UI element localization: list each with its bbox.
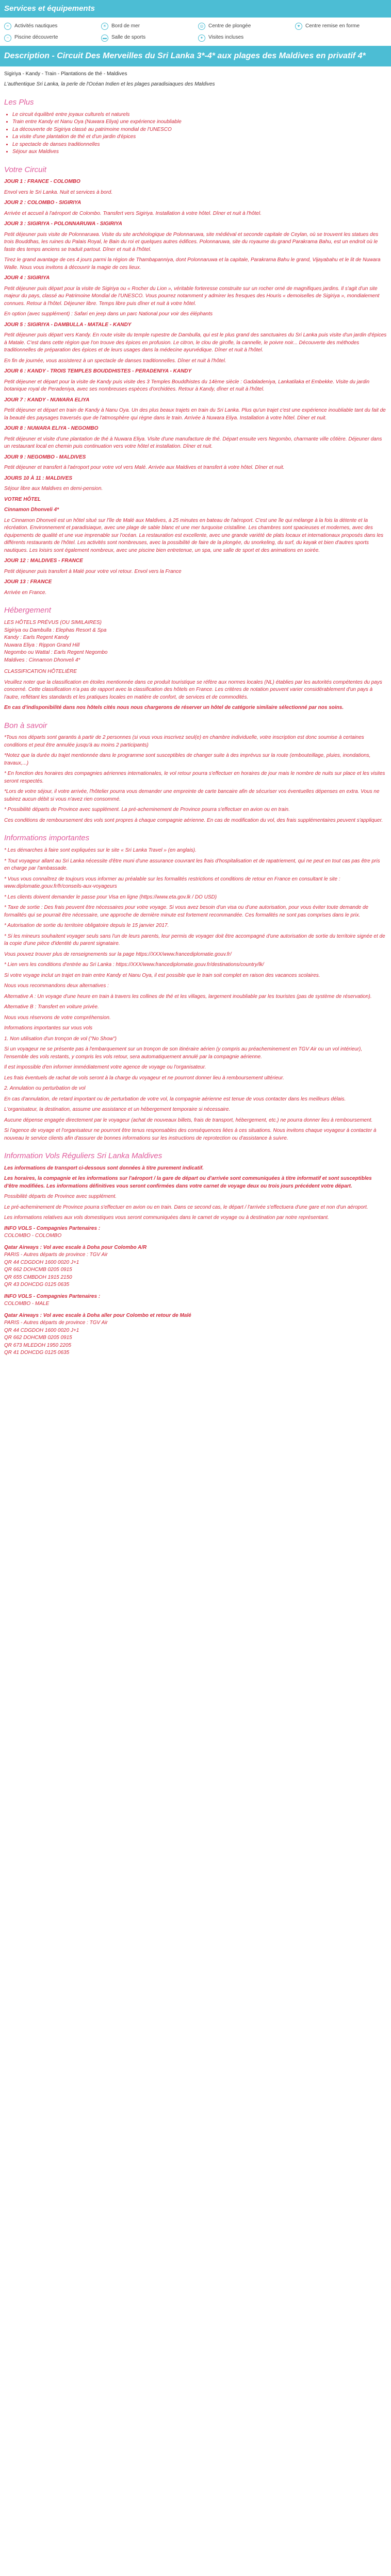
info-paragraph: * Vous vous connaîtrez de toujours vous informer au préalable sur les formalités restrictions et conditions de retour en France en consultant le site : www.diplomatie.gouv.fr/fr/conseils-aux-voyageurs	[4, 876, 340, 889]
info-paragraph: Aucune dépense engagée directement par le voyageur (achat de nouveaux billets, frais de transport, hébergement, etc.) ne pourra donner lieu à remboursement.	[4, 1117, 373, 1123]
service-item	[198, 23, 290, 30]
service-label: Centre de plongée	[208, 23, 251, 29]
day-text: Séjour libre aux Maldives en demi-pension.	[4, 486, 103, 492]
vols-paragraph: Les informations de transport ci-dessous sont données à titre purement indicatif.	[4, 1165, 204, 1171]
hotel-line: Sigiriya ou Dambulla : Elephas Resort & Spa	[4, 627, 107, 633]
day-text: Petit déjeuner et départ pour la visite de Kandy puis visite des 3 Temples Bouddhistes du 14ème siècle : Gadaladeniya, Lankatilaka et Embekke. Visite du jardin botanique royal de Peradeniya, avec ses nombreuses espèces d'orchidées. Retour à Kandy, dîner et nuit à l'hôtel.	[4, 379, 370, 393]
flight-line: QR 43 DOHCDG 0125 0635	[4, 1282, 70, 1288]
flight-line: QR 662 DOHCMB 0205 0915	[4, 1267, 72, 1273]
info-paragraph: Alternative A : Un voyage d'une heure en train à travers les collines de thé et les villages, largement inoubliable par les touristes (pas de système de réservation).	[4, 993, 372, 999]
plus-title: Les Plus	[4, 97, 34, 107]
day-heading: JOUR 13 : FRANCE	[4, 579, 52, 585]
info-paragraph: Si votre voyage inclut un trajet en train entre Kandy et Nanu Oya, il est possible que le train soit complet en raison des vacances scolaires.	[4, 972, 320, 978]
service-label: Salle de sports	[111, 35, 146, 41]
day-heading: JOUR 5 : SIGIRIYA - DAMBULLA - MATALE - KANDY	[4, 321, 132, 328]
hebergement-body	[4, 619, 387, 712]
hebergement-title: Hébergement	[4, 606, 51, 615]
vols-paragraph: Les horaires, la compagnie et les informations sur l'aéroport / la gare de départ ou d'arrivée sont communiquées à titre informatif et sont susceptibles d'être modifiées. Les informations définitives vous seront confirmées dans votre carnet de voyage deux ou trois jours précédent votre départ.	[4, 1176, 372, 1189]
day-heading: JOUR 2 : COLOMBO - SIGIRIYA	[4, 200, 82, 206]
flight-line: PARIS - Autres départs de province : TGV Air	[4, 1252, 108, 1258]
bon-savoir-body	[4, 734, 387, 824]
day-heading: Cinnamon Dhonveli 4*	[4, 507, 59, 513]
service-item	[198, 34, 290, 42]
circuit-title: Votre Circuit	[4, 165, 46, 174]
flight-line: QR 662 DOHCMB 0205 0915	[4, 1335, 72, 1341]
info-paragraph: Les frais éventuels de rachat de vols seront à la charge du voyageur et ne pourront donner lieu à remboursement ultérieur.	[4, 1075, 284, 1081]
info-paragraph: Il est impossible d'en informer immédiatement votre agence de voyage ou l'organisateur.	[4, 1064, 206, 1070]
info-paragraph: * Taxe de sortie : Des frais peuvent être nécessaires pour votre voyage. Si vous avez besoin d'un visa ou d'une autorisation, pour vous éviter toute demande de formalités qui se pourrait être nécessaire, une approche de dernière minute est fortement recommandée. Ces formalités ne sont pas comprises dans le prix.	[4, 905, 369, 918]
day-heading: JOUR 8 : NUWARA ELIYA - NEGOMBO	[4, 426, 99, 432]
description-title: Description - Circuit Des Merveilles du Sri Lanka 3*-4* aux plages des Maldives en privatif 4*	[4, 51, 366, 60]
service-item	[101, 34, 193, 42]
pool-icon: ~	[4, 35, 11, 42]
intro: L'authentique Sri Lanka, la perle de l'Océan Indien et les plages paradisiaques des Maldives	[4, 81, 215, 88]
flight-block	[4, 1312, 387, 1357]
classification-text: Veuillez noter que la classification en étoiles mentionnée dans ce produit touristique se réfère aux normes locales (NL) établies par les autorités compétentes du pays concerné. Cette classification n'a pas de rapport avec la classification des hôtels en France. Les critères de notation peuvent varier considérablement d'un pays à l'autre, reflétant les standards et les pratiques locales en matière de confort, de services et de commodités.	[4, 679, 382, 700]
infos-body	[4, 847, 387, 1142]
day-heading: JOUR 4 : SIGIRIYA	[4, 275, 50, 281]
flight-block	[4, 1293, 387, 1308]
day-heading: JOUR 3 : SIGIRIYA - POLONNARUWA - SIGIRIYA	[4, 221, 122, 227]
flight-line: QR 41 DOHCDG 0125 0635	[4, 1350, 70, 1356]
vols-paragraph: Le pré-acheminement de Province pourra s'effectuer en avion ou en train. Dans ce second cas, le départ / l'arrivée s'effectuera d'une gare et non d'un aéroport.	[4, 1204, 368, 1210]
flight-block-head: INFO VOLS - Compagnies Partenaires :	[4, 1225, 101, 1231]
info-paragraph: * Lien vers les conditions d'entrée au Sri Lanka : https://XXX/www.francediplomatie.gouv.fr/destinations/country/lk/	[4, 962, 264, 968]
service-label: Piscine découverte	[14, 35, 58, 41]
day-heading: JOURS 10 À 11 : MALDIVES	[4, 475, 73, 481]
flight-line: PARIS - Autres départs de province : TGV Air	[4, 1320, 108, 1326]
description-header	[0, 46, 391, 66]
hotel-line: LES HÔTELS PRÉVUS (OU SIMILAIRES)	[4, 620, 102, 625]
day-heading: JOUR 7 : KANDY - NUWARA ELIYA	[4, 397, 90, 403]
bon-savoir-item: *Notez que la durée du trajet mentionnée dans le programme sont susceptibles de changer suite à des imprévus sur la route (embouteillage, pluies, inondations, travaux,...)	[4, 753, 371, 766]
bon-savoir-item: *Lors de votre séjour, il votre arrivée, l'hôtelier pourra vous demander une empreinte de carte bancaire afin de sécuriser vos éventuelles dépenses en extra. Vous ne subirez aucun débit si vous n'avez rien consommé.	[4, 789, 380, 802]
services-title: Services et équipements	[4, 4, 95, 13]
service-label: Activités nautiques	[14, 23, 58, 29]
bon-savoir-item: Ces conditions de remboursement des vols sont propres à chaque compagnie aérienne. En cas de modification du vol, des frais supplémentaires peuvent s'appliquer.	[4, 817, 383, 823]
hotel-line: Maldives : Cinnamon Dhonveli 4*	[4, 657, 80, 663]
day-text: Tirez le grand avantage de ces 4 jours parmi la région de Thambapanniya, dont Polonnaruwa et la capitale, Parakrama Bahu le grand, Vijayabahu et le lit de Nuwara Walle. Nous vous invitons à découvrir la magie de ces lieux.	[4, 257, 381, 270]
hotel-line: Negombo ou Wattal : Earls Regent Negombo	[4, 650, 108, 655]
day-text: En option (avec supplément) : Safari en jeep dans un parc National pour voir des éléphants	[4, 311, 213, 317]
day-text: Petit déjeuner puis transfert à Malé pour votre vol retour. Envol vers la France	[4, 568, 182, 574]
beach-icon: ☀	[101, 23, 108, 30]
services-header	[0, 0, 391, 18]
service-item	[4, 34, 96, 42]
day-heading: JOUR 1 : FRANCE - COLOMBO	[4, 179, 80, 185]
info-paragraph: Vous pouvez trouver plus de renseignements sur la page https://XXX/www.francediplomatie.gouv.fr/	[4, 951, 232, 957]
flight-line: QR 655 CMBDOH 1915 2150	[4, 1274, 72, 1280]
diving-icon: ◎	[198, 23, 205, 30]
hotel-list	[4, 619, 387, 664]
flight-block-head: INFO VOLS - Compagnies Partenaires :	[4, 1293, 101, 1299]
gym-icon: ▬	[101, 35, 108, 42]
day-text: Envol vers le Sri Lanka. Nuit et services à bord.	[4, 189, 113, 195]
bon-savoir-item: *Tous nos départs sont garantis à partir de 2 personnes (si vous vous inscrivez seul(e) en chambre individuelle, votre inscription est donc soumise à certaines conditions et peut être annulée jusqu'à au moins 2 participants)	[4, 735, 364, 748]
flight-line: QR 44 CDGDOH 1600 0020 J+1	[4, 1259, 79, 1265]
info-paragraph: 2. Annulation ou perturbation de vol	[4, 1086, 86, 1091]
flight-block	[4, 1225, 387, 1240]
classification-note: En cas d'indisponibilité dans nos hôtels cités nous nous chargerons de réserver un hôtel de catégorie similaire sélectionné par nos soins.	[4, 705, 344, 710]
route: Sigiriya - Kandy - Train - Plantations de thé - Maldives	[4, 71, 127, 77]
day-text: Petit déjeuner et transfert à l'aéroport pour votre vol vers Malé. Arrivée aux Maldives et transfert à votre hôtel. Dîner et nuit.	[4, 465, 285, 471]
info-paragraph: * Les démarches à faire sont expliquées sur le site « Sri Lanka Travel » (en anglais).	[4, 848, 197, 853]
day-heading: JOUR 12 : MALDIVES - FRANCE	[4, 558, 83, 564]
flight-block-head: Qatar Airways : Vol avec escale à Doha aller pour Colombo et retour de Malé	[4, 1312, 191, 1318]
bon-savoir-item: * Possibilité départs de Province avec supplément. La pré-acheminement de Province pourra s'effectuer en avion ou en train.	[4, 807, 290, 813]
services-grid	[0, 18, 391, 46]
flight-line: QR 673 MLEDOH 1950 2205	[4, 1342, 72, 1348]
day-text: Petit déjeuner et visite d'une plantation de thé à Nuwara Eliya. Visite d'une manufacture de thé. Départ ensuite vers Negombo, charmante ville côtière. Déjeuner dans un restaurant local en chemin puis continuation vers votre hôtel et installation. Dîner et nuit.	[4, 436, 382, 450]
info-paragraph: Nous vous recommandons deux alternatives :	[4, 983, 109, 989]
day-text: Arrivée en France.	[4, 589, 47, 596]
vols-paragraph: Les informations relatives aux vols domestiques vous seront communiquées dans le carnet de voyage ou à destination par notre représentant.	[4, 1215, 329, 1221]
day-text: Arrivée et accueil à l'aéroport de Colombo. Transfert vers Sigiriya. Installation à votre hôtel. Dîner et nuit à l'hôtel.	[4, 210, 262, 216]
fitness-icon: ♥	[295, 23, 302, 30]
day-text: Petit déjeuner puis départ pour la visite de Sigiriya ou « Rocher du Lion », véritable forteresse construite sur un rocher orné de magnifiques jardins. Il s'agit d'un site majeur du pays, classé au Patrimoine Mondial de l'UNESCO. Vous pourrez notamment y admirer les fresques des Houris « demoiselles de Sigiriya », mondialement connues. Retour à l'hôtel. Déjeuner libre. Temps libre puis dîner et nuit à votre hôtel.	[4, 285, 380, 307]
hotel-line: Kandy : Earls Regent Kandy	[4, 635, 69, 640]
tour-icon: ✦	[198, 35, 205, 42]
vols-body	[4, 1165, 387, 1222]
day-text: Petit déjeuner et départ en train de Kandy à Nanu Oya. Un des plus beaux trajets en train du Sri Lanka. Plus qu'un trajet c'est une expérience inoubliable tant du fait de la beauté des paysages traversés que de l'atmosphère qui règne dans le train. Arrivée à Nuwara Eliya. Installation à votre hôtel. Dîner et nuit.	[4, 408, 386, 421]
flight-block-head: Qatar Airways : Vol avec escale à Doha pour Colombo A/R	[4, 1244, 147, 1250]
info-paragraph: Si un voyageur ne se présente pas à l'embarquement sur un tronçon de son itinéraire aérien (y compris au préacheminement en TGV Air ou un vol intérieur), l'ensemble des vols restants, y compris les vols retour, sera automatiquement annulé par la compagnie aérienne.	[4, 1046, 363, 1060]
bon-savoir-title: Bon à savoir	[4, 721, 47, 730]
info-paragraph: * Autorisation de sortie du territoire obligatoire depuis le 15 janvier 2017.	[4, 923, 169, 928]
flight-line: COLOMBO - COLOMBO	[4, 1233, 62, 1239]
day-text: En fin de journée, vous assisterez à un spectacle de danses traditionnelles. Dîner et nuit à l'hôtel.	[4, 358, 226, 364]
day-text: Petit déjeuner puis départ vers Kandy. En route visite du temple rupestre de Dambulla, qui est le plus grand des sanctuaires du Sri Lanka puis visite d'un jardin d'épices à Matale. C'est dans cette région que l'on trouve des épices en profusion. Le citron, le clou de girofle, la cannelle, le poivre noir... Découverte des méthodes traditionnelles de préparation des épices et de leurs usages dans la médecine ayurvédique. Dîner et nuit à l'hôtel.	[4, 332, 387, 353]
plus-list	[4, 111, 387, 156]
circuit-body	[4, 178, 387, 597]
info-paragraph: * Tout voyageur allant au Sri Lanka nécessite d'être muni d'une assurance couvrant les frais d'hospitalisation et de rapatriement, qui ne peut en tout cas pas être pris en charge par l'ambassade.	[4, 858, 380, 871]
info-paragraph: Nous vous réservons de votre compréhension.	[4, 1014, 111, 1021]
infos-title: Informations importantes	[4, 834, 90, 843]
plus-item: • Train entre Kandy et Nanu Oya (Nuwara Eliya) une expérience inoubliable	[12, 118, 387, 126]
service-label: Bord de mer	[111, 23, 140, 29]
plus-item: • La visite d'une plantation de thé et d'un jardin d'épices	[12, 133, 387, 141]
service-label: Visites incluses	[208, 35, 244, 41]
info-paragraph: * Les clients doivent demander le passe pour Visa en ligne (https://www.eta.gov.lk / DO USD)	[4, 894, 217, 900]
vols-paragraph: Possibilité départs de Province avec supplément.	[4, 1194, 117, 1200]
info-paragraph: En cas d'annulation, de retard important ou de perturbation de votre vol, la compagnie aérienne est tenue de vous contacter dans les meilleurs délais.	[4, 1096, 346, 1102]
flight-blocks	[4, 1225, 387, 1357]
plus-item: • Séjour aux Maldives	[12, 148, 387, 156]
vols-title: Information Vols Réguliers Sri Lanka Maldives	[4, 1151, 162, 1160]
service-item	[295, 23, 387, 30]
plus-item: • La découverte de Sigiriya classé au patrimoine mondial de l'UNESCO	[12, 126, 387, 134]
info-paragraph: 1. Non utilisation d'un tronçon de vol ("No Show")	[4, 1036, 117, 1042]
flight-line: COLOMBO - MALE	[4, 1301, 50, 1307]
info-paragraph: * Si les mineurs souhaitent voyager seuls sans l'un de leurs parents, leur permis de voyager doit être accompagné d'une autorisation de sortie du territoire signée et de la copie d'une pièce d'identité du parent signataire.	[4, 933, 385, 946]
flight-block	[4, 1244, 387, 1289]
service-item	[101, 23, 193, 30]
bon-savoir-item: * En fonction des horaires des compagnies aériennes internationales, le vol retour pourra s'effectuer en horaires de jour mais le nombre de nuits sur place et les visites seront respectés.	[4, 771, 385, 784]
service-label: Centre remise en forme	[305, 23, 360, 29]
info-paragraph: Si l'agence de voyage et l'organisateur ne pourront être tenus responsables des conséquences liées à ces situations. Nous invitons chaque voyageur à contacter à nouveau le service clients afin d'assurer de bonnes informations sur les instructions de reprotection ou d'assistance à suivre.	[4, 1128, 377, 1141]
plus-item: • Le circuit équilibré entre joyaux culturels et naturels	[12, 111, 387, 119]
info-paragraph: L'organisateur, la destination, assume une assistance et un hébergement temporaire si nécessaire.	[4, 1107, 231, 1112]
hotel-line: Nuwara Eliya : Rippon Grand Hill	[4, 642, 80, 648]
day-text: Le Cinnamon Dhonveli est un hôtel situé sur l'île de Malé aux Maldives, à 25 minutes en bateau de l'aéroport. C'est une île qui mélange à la fois la détente et la récréation. Environnement et paradisiaque, avec une plage de sable blanc et une mer turquoise cristalline. Les chambres sont spacieuses et modernes, avec des équipements de qualité et une vue imprenable sur l'océan. La restauration est excellente, avec une grande variété de plats locaux et internationaux proposés dans les différents restaurants de l'hôtel. Les activités sont nombreuses, avec la possibilité de faire de la plongée, du snorkeling, du surf, du kayak et bien d'autres sports nautiques. Les loisirs sont également nombreux, avec une piscine bien entretenue, un spa, une salle de sport et des animations en soirée.	[4, 517, 384, 553]
flight-line: QR 44 CDGDOH 1600 0020 J+1	[4, 1327, 79, 1333]
info-paragraph: Informations importantes sur vous vols	[4, 1025, 93, 1031]
classification-title: CLASSIFICATION HÔTELIÈRE	[4, 669, 77, 674]
info-paragraph: Alternative B : Transfert en voiture privée.	[4, 1004, 99, 1010]
main-content	[0, 66, 391, 1365]
day-heading: VOTRE HÔTEL	[4, 496, 41, 502]
service-item	[4, 23, 96, 30]
day-heading: JOUR 9 : NEGOMBO - MALDIVES	[4, 454, 86, 460]
plus-item: • Le spectacle de danses traditionnelles	[12, 141, 387, 149]
day-text: Petit déjeuner puis visite de Polonnaruwa. Visite du site archéologique de Polonnaruwa, site médiéval et seconde capitale de Ceylan, où se trouvent les statues des trois Bouddhas, les ruines du Palais Royal, le Bain du roi et quelques autres édifices. Polonnaruwa, site du royaume du grand Parakrama Bahu, est un endroit où le faste des temps anciens se traduit partout. Dîner et nuit à l'hôtel.	[4, 231, 379, 252]
wave-icon: ≈	[4, 23, 11, 30]
day-heading: JOUR 6 : KANDY - TROIS TEMPLES BOUDDHISTES - PERADENIYA - KANDY	[4, 368, 192, 375]
